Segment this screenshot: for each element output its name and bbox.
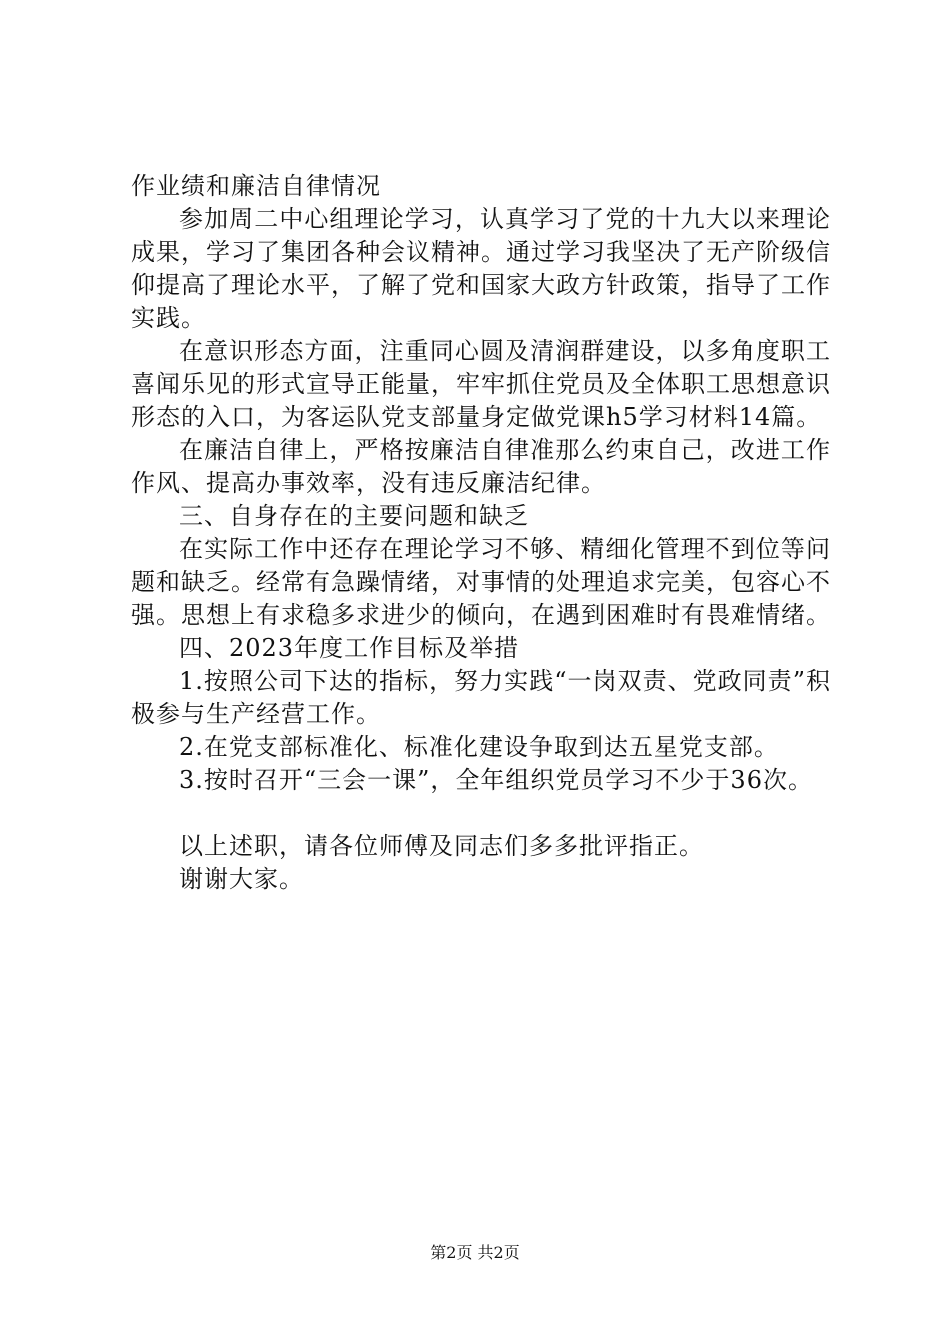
- paragraph-integrity: 在廉洁自律上，严格按廉洁自律准那么约束自己，改进工作作风、提高办事效率，没有违反廉洁纪律。: [131, 436, 831, 497]
- paragraph-ideology: 在意识形态方面，注重同心圆及清润群建设，以多角度职工喜闻乐见的形式宣导正能量，牢牢抓住党员及全体职工思想意识形态的入口，为客运队党支部量身定做党课h5学习材料14篇。: [131, 337, 831, 431]
- goal-item-3: 3.按时召开“三会一课”，全年组织党员学习不少于36次。: [179, 766, 813, 794]
- page-number-footer: 第2页 共2页: [430, 1243, 520, 1262]
- section-heading-problems: 三、自身存在的主要问题和缺乏: [179, 502, 529, 530]
- paragraph-problems: 在实际工作中还存在理论学习不够、精细化管理不到位等问题和缺乏。经常有急躁情绪，对事情的处理追求完美，包容心不强。思想上有求稳多求进少的倾向，在遇到困难时有畏难情绪。: [131, 535, 831, 629]
- document-body: [131, 170, 831, 896]
- paragraph-gap: [131, 797, 831, 830]
- goal-item-2: 2.在党支部标准化、标准化建设争取到达五星党支部。: [179, 733, 779, 761]
- paragraph-theory-study: 参加周二中心组理论学习，认真学习了党的十九大以来理论成果，学习了集团各种会议精神。通过学习我坚决了无产阶级信仰提高了理论水平，了解了党和国家大政方针政策，指导了工作实践。: [131, 205, 831, 332]
- goal-item-1: 1.按照公司下达的指标，努力实践“一岗双责、党政同责”积极参与生产经营工作。: [131, 667, 831, 728]
- section-heading-goals: 四、2023年度工作目标及举措: [179, 634, 520, 662]
- closing-thanks: 谢谢大家。: [179, 865, 304, 893]
- closing-remark: 以上述职，请各位师傅及同志们多多批评指正。: [179, 832, 704, 860]
- paragraph-continuation: 作业绩和廉洁自律情况: [131, 172, 381, 200]
